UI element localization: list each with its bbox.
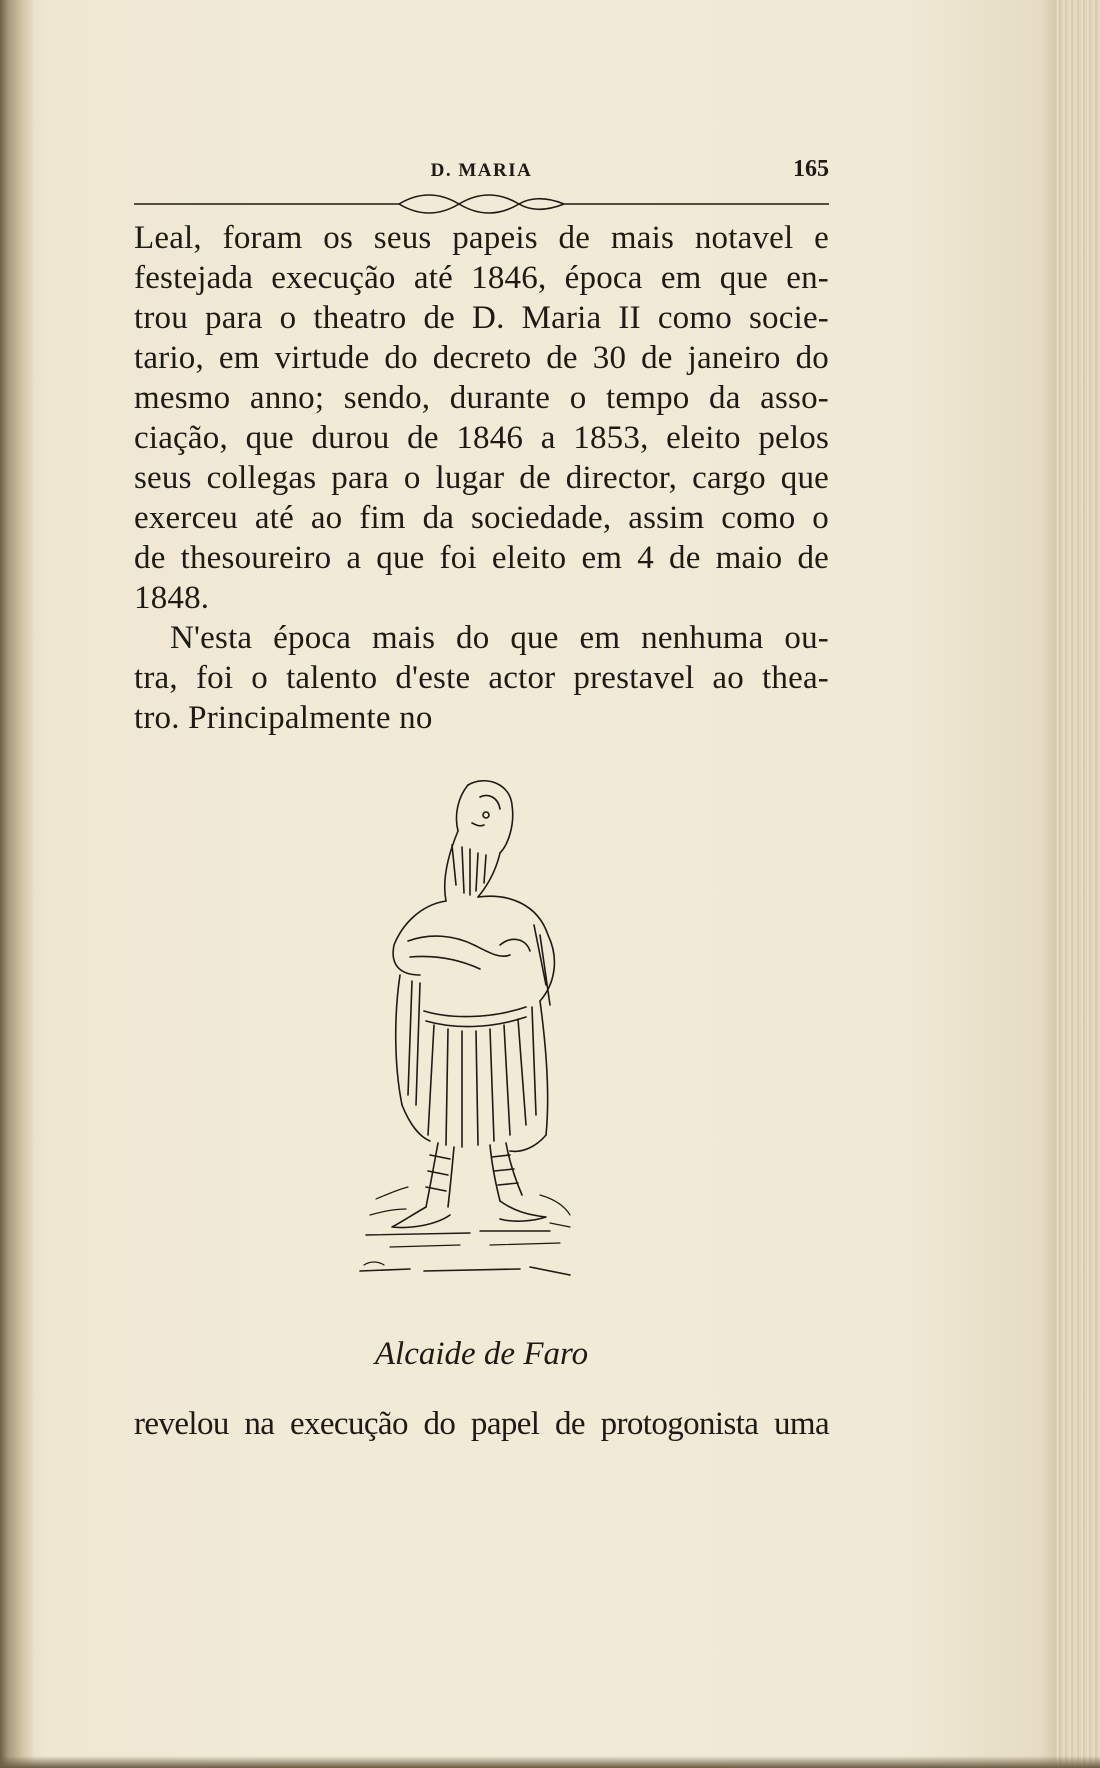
page-number: 165: [793, 156, 829, 182]
text-line: ciação, que durou de 1846 a 1853, eleito pelos: [134, 420, 829, 456]
text-line: 1848.: [134, 580, 210, 616]
text-line: de thesoureiro a que foi eleito em 4 de maio de: [134, 540, 829, 576]
text-line: tro. Principalmente no: [134, 700, 433, 736]
text-line: tario, em virtude do decreto de 30 de janeiro do: [134, 340, 829, 376]
text-line: trou para o theatro de D. Maria II como socie-: [134, 300, 829, 336]
text-line: festejada execução até 1846, época em que en-: [134, 260, 829, 296]
engraving-bearded-man-cloak-icon: [350, 775, 610, 1295]
body-text: [134, 218, 829, 738]
text-line: N'esta época mais do que em nenhuma ou-: [170, 620, 829, 656]
continuation-text: revelou na execução do papel de protogonista uma: [134, 1406, 829, 1442]
text-line: seus collegas para o lugar de director, cargo que: [134, 460, 829, 496]
text-line: mesmo anno; sendo, durante o tempo da asso-: [134, 380, 829, 416]
text-line: tra, foi o talento d'este actor prestavel ao thea-: [134, 660, 829, 696]
page-bottom-shadow: [0, 1756, 1100, 1768]
page-edges: [1056, 0, 1100, 1768]
text-line: exerceu até ao fim da sociedade, assim como o: [134, 500, 829, 536]
book-spine-shadow: [0, 0, 34, 1768]
page-header: [134, 156, 829, 186]
illustration-caption: Alcaide de Faro: [374, 1336, 589, 1372]
text-line: Leal, foram os seus papeis de mais notavel e: [134, 220, 829, 256]
running-head: D. MARIA: [430, 160, 533, 181]
header-rule-ornament: [134, 193, 829, 215]
